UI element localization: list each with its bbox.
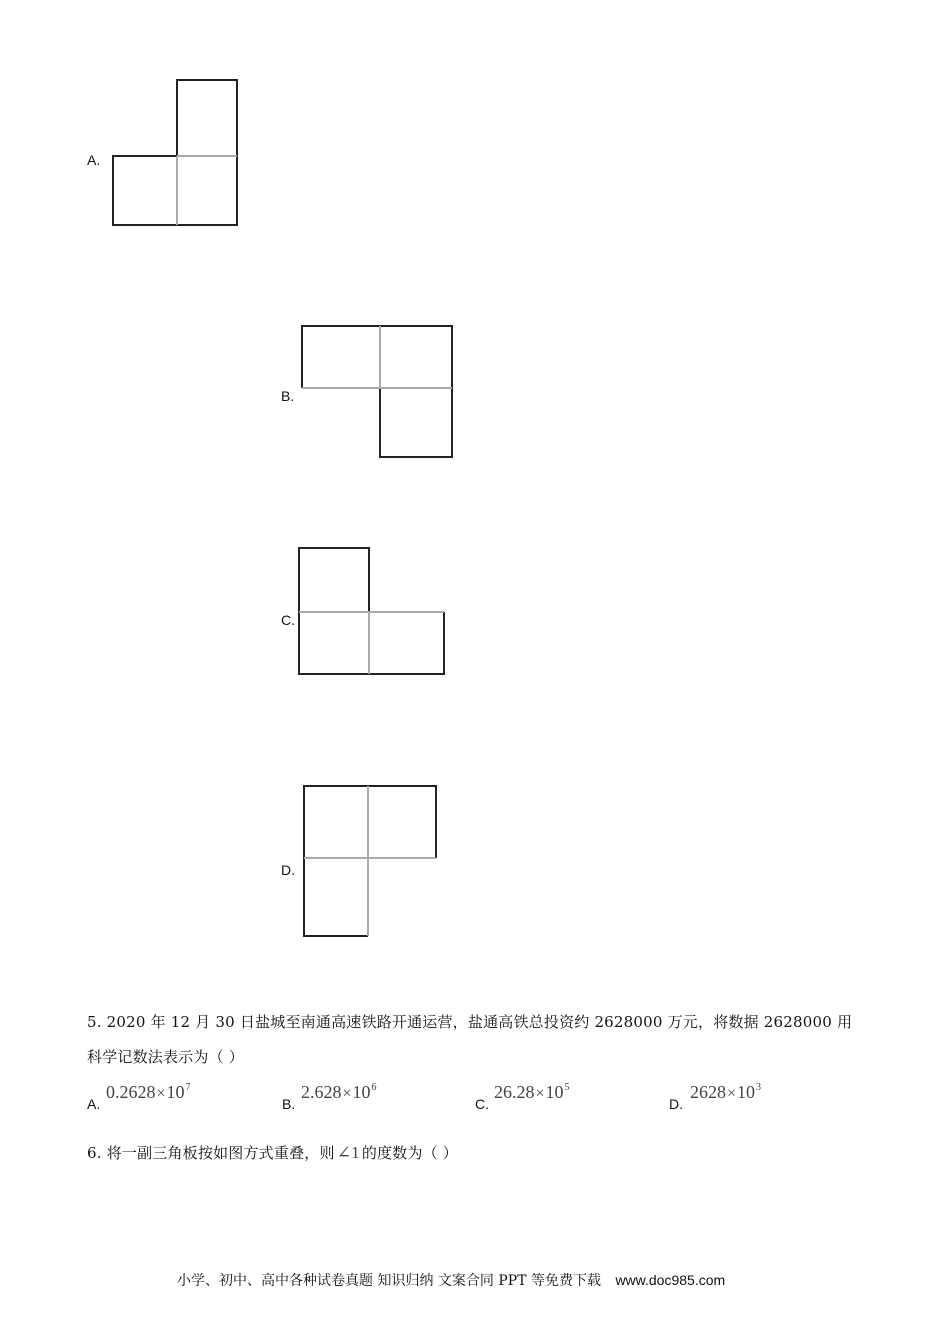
q5-option-d-value: $2628\times 10^3$ bbox=[690, 1082, 762, 1102]
option-c-net-figure bbox=[291, 540, 451, 682]
question-6-text: 6. 将一副三角板按如图方式重叠，则 ∠1 的度数为（ ） bbox=[87, 1143, 459, 1162]
angle-1-symbol: ∠1 bbox=[336, 1143, 360, 1162]
option-c-label: C. bbox=[281, 612, 295, 628]
option-a-label: A. bbox=[87, 152, 101, 168]
option-d-label: D. bbox=[281, 862, 295, 878]
q5-option-c-label: C. bbox=[475, 1096, 489, 1112]
option-b-label: B. bbox=[281, 388, 295, 404]
q5-option-a-label: A. bbox=[87, 1096, 101, 1112]
footer-url-link[interactable]: www.doc985.com bbox=[615, 1272, 726, 1288]
question-5-line-1: 5. 2020 年 12 月 30 日盐城至南通高速铁路开通运营，盐通高铁总投资约 2628000 万元，将数据 2628000 用 bbox=[87, 1013, 853, 1031]
q5-option-a-value: $0.2628\times 10^7$ bbox=[106, 1082, 191, 1102]
option-d-net-figure bbox=[296, 778, 444, 943]
q5-option-b-label: B. bbox=[282, 1096, 296, 1112]
question-5-options bbox=[87, 1080, 887, 1114]
q5-option-c-value: $26.28\times 10^5$ bbox=[494, 1082, 570, 1102]
question-5-line-2: 科学记数法表示为（ ） bbox=[87, 1048, 244, 1066]
footer-text: 小学、初中、高中各种试卷真题 知识归纳 文案合同 PPT 等免费下载 bbox=[177, 1273, 601, 1289]
option-a-net-figure bbox=[105, 72, 245, 232]
option-b-net-figure bbox=[294, 318, 459, 463]
q5-option-d-label: D. bbox=[669, 1096, 683, 1112]
page-footer bbox=[177, 1270, 725, 1290]
q5-option-b-value: $2.628\times 10^6$ bbox=[301, 1082, 377, 1102]
